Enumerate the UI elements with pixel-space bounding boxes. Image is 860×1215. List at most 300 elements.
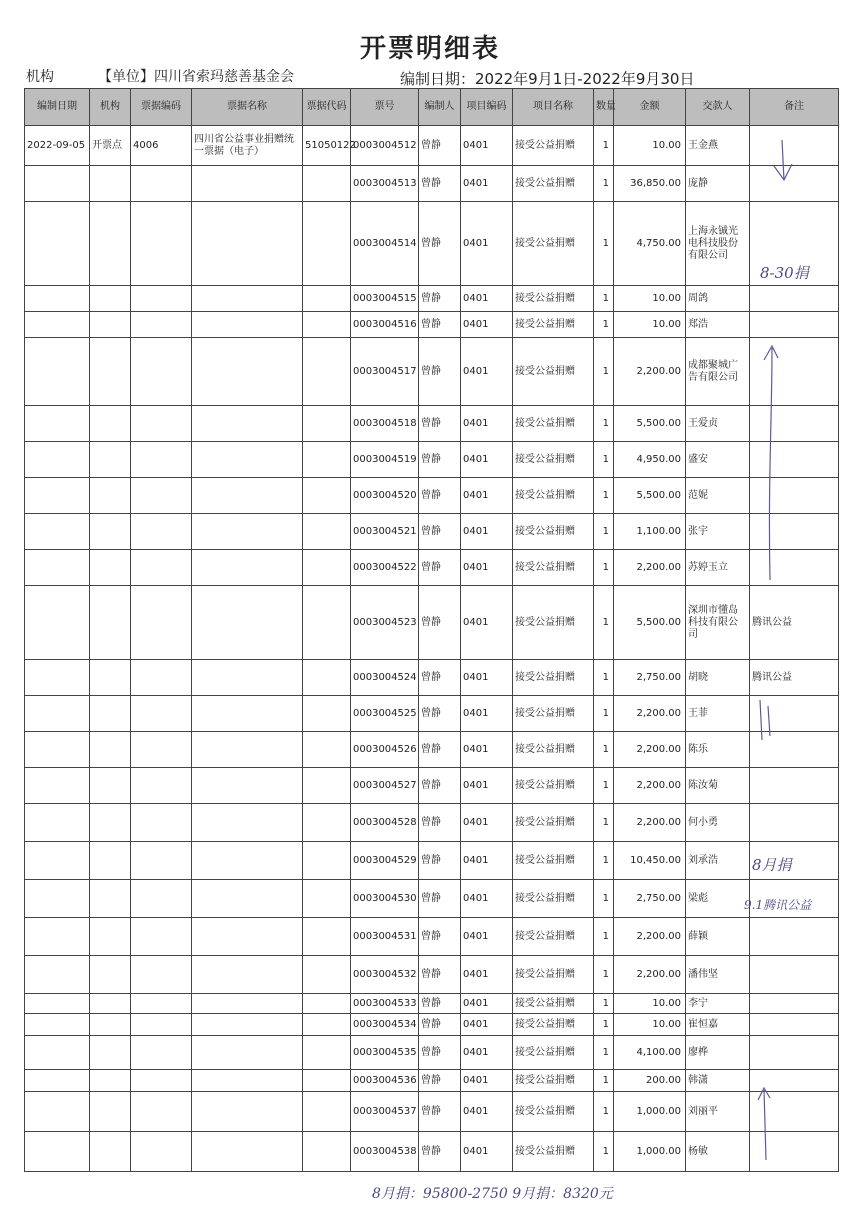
bill-number-cell: 0003004526 xyxy=(351,732,419,768)
bill-code-cell xyxy=(303,338,351,406)
note-cell xyxy=(750,1014,839,1036)
table-row xyxy=(25,312,839,338)
date-cell xyxy=(25,804,90,842)
date-cell xyxy=(25,956,90,994)
project-name-cell: 接受公益捐赠 xyxy=(513,696,594,732)
maker-cell: 曾静 xyxy=(419,696,461,732)
note-cell: 腾讯公益 xyxy=(750,586,839,660)
table-row xyxy=(25,804,839,842)
bill-number-cell: 0003004520 xyxy=(351,478,419,514)
table-row xyxy=(25,202,839,286)
project-name-cell: 接受公益捐赠 xyxy=(513,442,594,478)
note-cell xyxy=(750,956,839,994)
note-cell xyxy=(750,1070,839,1092)
quantity-cell: 1 xyxy=(594,1036,614,1070)
amount-cell: 4,750.00 xyxy=(614,202,686,286)
bill-name-cell xyxy=(192,1014,303,1036)
bill-name-cell xyxy=(192,696,303,732)
org-cell xyxy=(90,312,131,338)
quantity-cell: 1 xyxy=(594,732,614,768)
bill-type-code-cell xyxy=(131,842,192,880)
quantity-cell: 1 xyxy=(594,1132,614,1172)
table-row xyxy=(25,660,839,696)
bill-name-cell xyxy=(192,1036,303,1070)
date-cell xyxy=(25,312,90,338)
bill-type-code-cell xyxy=(131,768,192,804)
quantity-cell: 1 xyxy=(594,550,614,586)
bill-type-code-cell xyxy=(131,956,192,994)
date-range: 编制日期：2022年9月1日-2022年9月30日 xyxy=(400,70,695,88)
note-cell xyxy=(750,768,839,804)
note-cell xyxy=(750,696,839,732)
bill-name-cell xyxy=(192,768,303,804)
project-name-cell: 接受公益捐赠 xyxy=(513,286,594,312)
bill-code-cell xyxy=(303,514,351,550)
maker-cell: 曾静 xyxy=(419,442,461,478)
header-cell: 机构 xyxy=(90,89,131,126)
bill-name-cell xyxy=(192,442,303,478)
amount-cell: 2,200.00 xyxy=(614,768,686,804)
bill-number-cell: 0003004522 xyxy=(351,550,419,586)
bill-number-cell: 0003004517 xyxy=(351,338,419,406)
table-row xyxy=(25,478,839,514)
project-code-cell: 0401 xyxy=(461,442,513,478)
header-cell: 票据代码 xyxy=(303,89,351,126)
org-cell xyxy=(90,1070,131,1092)
bill-number-cell: 0003004514 xyxy=(351,202,419,286)
payer-cell: 成都聚城广告有限公司 xyxy=(686,338,750,406)
project-code-cell: 0401 xyxy=(461,956,513,994)
project-code-cell: 0401 xyxy=(461,1132,513,1172)
bill-type-code-cell xyxy=(131,1092,192,1132)
table-row xyxy=(25,338,839,406)
bill-number-cell: 0003004518 xyxy=(351,406,419,442)
bill-code-cell xyxy=(303,732,351,768)
maker-cell: 曾静 xyxy=(419,842,461,880)
amount-cell: 10.00 xyxy=(614,312,686,338)
project-code-cell: 0401 xyxy=(461,880,513,918)
table-row xyxy=(25,994,839,1014)
date-cell xyxy=(25,166,90,202)
bill-code-cell xyxy=(303,406,351,442)
unit-name: 【单位】四川省索玛慈善基金会 xyxy=(98,69,294,85)
invoice-table xyxy=(24,88,839,1172)
bill-code-cell xyxy=(303,1070,351,1092)
project-code-cell: 0401 xyxy=(461,768,513,804)
bill-name-cell xyxy=(192,1132,303,1172)
bill-type-code-cell xyxy=(131,478,192,514)
project-name-cell: 接受公益捐赠 xyxy=(513,166,594,202)
maker-cell: 曾静 xyxy=(419,514,461,550)
quantity-cell: 1 xyxy=(594,956,614,994)
org-cell xyxy=(90,550,131,586)
handwritten-note: 8月捐 xyxy=(752,856,792,874)
maker-cell: 曾静 xyxy=(419,1092,461,1132)
project-code-cell: 0401 xyxy=(461,804,513,842)
table-row xyxy=(25,1132,839,1172)
table-row xyxy=(25,696,839,732)
handwritten-note: 9.1腾讯公益 xyxy=(744,898,812,912)
table-row xyxy=(25,732,839,768)
bill-type-code-cell xyxy=(131,880,192,918)
project-name-cell: 接受公益捐赠 xyxy=(513,1132,594,1172)
note-cell xyxy=(750,1092,839,1132)
quantity-cell: 1 xyxy=(594,286,614,312)
amount-cell: 4,950.00 xyxy=(614,442,686,478)
org-cell xyxy=(90,956,131,994)
amount-cell: 10,450.00 xyxy=(614,842,686,880)
quantity-cell: 1 xyxy=(594,126,614,166)
quantity-cell: 1 xyxy=(594,804,614,842)
bill-number-cell: 0003004523 xyxy=(351,586,419,660)
maker-cell: 曾静 xyxy=(419,1014,461,1036)
project-name-cell: 接受公益捐赠 xyxy=(513,586,594,660)
org-cell xyxy=(90,732,131,768)
maker-cell: 曾静 xyxy=(419,550,461,586)
quantity-cell: 1 xyxy=(594,166,614,202)
project-name-cell: 接受公益捐赠 xyxy=(513,338,594,406)
project-code-cell: 0401 xyxy=(461,406,513,442)
quantity-cell: 1 xyxy=(594,202,614,286)
project-code-cell: 0401 xyxy=(461,1070,513,1092)
amount-cell: 1,000.00 xyxy=(614,1132,686,1172)
project-code-cell: 0401 xyxy=(461,660,513,696)
note-cell xyxy=(750,1132,839,1172)
payer-cell: 梁彪 xyxy=(686,880,750,918)
bill-code-cell xyxy=(303,842,351,880)
bill-type-code-cell xyxy=(131,514,192,550)
maker-cell: 曾静 xyxy=(419,478,461,514)
bill-code-cell xyxy=(303,768,351,804)
bill-type-code-cell xyxy=(131,1070,192,1092)
maker-cell: 曾静 xyxy=(419,804,461,842)
project-code-cell: 0401 xyxy=(461,1092,513,1132)
maker-cell: 曾静 xyxy=(419,994,461,1014)
bill-number-cell: 0003004524 xyxy=(351,660,419,696)
bill-number-cell: 0003004512 xyxy=(351,126,419,166)
org-cell xyxy=(90,202,131,286)
bill-type-code-cell xyxy=(131,166,192,202)
table-row xyxy=(25,956,839,994)
bill-code-cell xyxy=(303,286,351,312)
project-name-cell: 接受公益捐赠 xyxy=(513,804,594,842)
bill-code-cell xyxy=(303,1092,351,1132)
date-cell xyxy=(25,660,90,696)
amount-cell: 4,100.00 xyxy=(614,1036,686,1070)
header-cell: 金额 xyxy=(614,89,686,126)
amount-cell: 2,750.00 xyxy=(614,660,686,696)
quantity-cell: 1 xyxy=(594,442,614,478)
amount-cell: 5,500.00 xyxy=(614,478,686,514)
amount-cell: 200.00 xyxy=(614,1070,686,1092)
header-cell: 编制人 xyxy=(419,89,461,126)
quantity-cell: 1 xyxy=(594,1092,614,1132)
table-row xyxy=(25,768,839,804)
date-cell xyxy=(25,1070,90,1092)
bill-number-cell: 0003004530 xyxy=(351,880,419,918)
header-cell: 项目编码 xyxy=(461,89,513,126)
quantity-cell: 1 xyxy=(594,994,614,1014)
table-row xyxy=(25,586,839,660)
date-cell xyxy=(25,550,90,586)
date-cell xyxy=(25,842,90,880)
note-cell xyxy=(750,478,839,514)
payer-cell: 刘承浩 xyxy=(686,842,750,880)
amount-cell: 36,850.00 xyxy=(614,166,686,202)
payer-cell: 郑浩 xyxy=(686,312,750,338)
org-cell xyxy=(90,514,131,550)
note-cell xyxy=(750,166,839,202)
org-cell xyxy=(90,1036,131,1070)
date-cell xyxy=(25,1036,90,1070)
bill-code-cell xyxy=(303,550,351,586)
bill-name-cell xyxy=(192,732,303,768)
bill-name-cell xyxy=(192,842,303,880)
maker-cell: 曾静 xyxy=(419,166,461,202)
bill-code-cell xyxy=(303,918,351,956)
bill-number-cell: 0003004529 xyxy=(351,842,419,880)
org-cell xyxy=(90,478,131,514)
bill-type-code-cell xyxy=(131,804,192,842)
payer-cell: 崔恒嘉 xyxy=(686,1014,750,1036)
project-name-cell: 接受公益捐赠 xyxy=(513,1092,594,1132)
bill-number-cell: 0003004533 xyxy=(351,994,419,1014)
bill-code-cell: 51050122 xyxy=(303,126,351,166)
date-cell: 2022-09-05 xyxy=(25,126,90,166)
maker-cell: 曾静 xyxy=(419,202,461,286)
bill-name-cell xyxy=(192,286,303,312)
date-cell xyxy=(25,994,90,1014)
payer-cell: 王金燕 xyxy=(686,126,750,166)
payer-cell: 庞静 xyxy=(686,166,750,202)
bill-name-cell xyxy=(192,804,303,842)
maker-cell: 曾静 xyxy=(419,312,461,338)
project-name-cell: 接受公益捐赠 xyxy=(513,880,594,918)
bill-code-cell xyxy=(303,312,351,338)
project-code-cell: 0401 xyxy=(461,126,513,166)
bill-type-code-cell: 4006 xyxy=(131,126,192,166)
maker-cell: 曾静 xyxy=(419,1132,461,1172)
bill-name-cell xyxy=(192,478,303,514)
bill-type-code-cell xyxy=(131,994,192,1014)
date-cell xyxy=(25,1014,90,1036)
bill-type-code-cell xyxy=(131,1014,192,1036)
org-cell xyxy=(90,768,131,804)
org-cell xyxy=(90,842,131,880)
bill-number-cell: 0003004519 xyxy=(351,442,419,478)
maker-cell: 曾静 xyxy=(419,768,461,804)
project-name-cell: 接受公益捐赠 xyxy=(513,478,594,514)
payer-cell: 薛颖 xyxy=(686,918,750,956)
project-code-cell: 0401 xyxy=(461,696,513,732)
date-cell xyxy=(25,768,90,804)
bill-code-cell xyxy=(303,994,351,1014)
bill-name-cell xyxy=(192,312,303,338)
bill-type-code-cell xyxy=(131,660,192,696)
project-name-cell: 接受公益捐赠 xyxy=(513,406,594,442)
quantity-cell: 1 xyxy=(594,918,614,956)
amount-cell: 2,200.00 xyxy=(614,696,686,732)
org-cell xyxy=(90,338,131,406)
bill-number-cell: 0003004521 xyxy=(351,514,419,550)
bill-number-cell: 0003004534 xyxy=(351,1014,419,1036)
date-cell xyxy=(25,732,90,768)
maker-cell: 曾静 xyxy=(419,286,461,312)
bill-code-cell xyxy=(303,1014,351,1036)
org-cell xyxy=(90,166,131,202)
quantity-cell: 1 xyxy=(594,660,614,696)
bill-name-cell xyxy=(192,514,303,550)
bill-code-cell xyxy=(303,804,351,842)
payer-cell: 陈乐 xyxy=(686,732,750,768)
amount-cell: 2,200.00 xyxy=(614,918,686,956)
project-name-cell: 接受公益捐赠 xyxy=(513,1070,594,1092)
bill-name-cell xyxy=(192,202,303,286)
bill-type-code-cell xyxy=(131,338,192,406)
project-name-cell: 接受公益捐赠 xyxy=(513,732,594,768)
project-code-cell: 0401 xyxy=(461,312,513,338)
maker-cell: 曾静 xyxy=(419,660,461,696)
amount-cell: 10.00 xyxy=(614,126,686,166)
bill-name-cell xyxy=(192,956,303,994)
note-cell xyxy=(750,1036,839,1070)
bill-type-code-cell xyxy=(131,406,192,442)
note-cell xyxy=(750,550,839,586)
date-cell xyxy=(25,478,90,514)
note-cell xyxy=(750,514,839,550)
table-row xyxy=(25,1014,839,1036)
table-header-row xyxy=(25,89,839,126)
bill-type-code-cell xyxy=(131,586,192,660)
bill-code-cell xyxy=(303,478,351,514)
amount-cell: 2,750.00 xyxy=(614,880,686,918)
quantity-cell: 1 xyxy=(594,586,614,660)
page-title: 开票明细表 xyxy=(359,34,500,64)
bill-code-cell xyxy=(303,696,351,732)
maker-cell: 曾静 xyxy=(419,880,461,918)
payer-cell: 范妮 xyxy=(686,478,750,514)
org-label: 机构 xyxy=(26,69,54,85)
project-code-cell: 0401 xyxy=(461,550,513,586)
bill-code-cell xyxy=(303,660,351,696)
bill-type-code-cell xyxy=(131,550,192,586)
payer-cell: 盛安 xyxy=(686,442,750,478)
project-code-cell: 0401 xyxy=(461,338,513,406)
bill-type-code-cell xyxy=(131,312,192,338)
amount-cell: 5,500.00 xyxy=(614,406,686,442)
table-row xyxy=(25,1070,839,1092)
table-row xyxy=(25,442,839,478)
amount-cell: 2,200.00 xyxy=(614,732,686,768)
bill-code-cell xyxy=(303,586,351,660)
handwritten-note: 8-30捐 xyxy=(760,264,809,282)
quantity-cell: 1 xyxy=(594,312,614,338)
org-cell xyxy=(90,1092,131,1132)
amount-cell: 2,200.00 xyxy=(614,956,686,994)
bill-type-code-cell xyxy=(131,696,192,732)
quantity-cell: 1 xyxy=(594,478,614,514)
date-cell xyxy=(25,1132,90,1172)
maker-cell: 曾静 xyxy=(419,1070,461,1092)
table-row xyxy=(25,550,839,586)
bill-number-cell: 0003004537 xyxy=(351,1092,419,1132)
maker-cell: 曾静 xyxy=(419,918,461,956)
project-name-cell: 接受公益捐赠 xyxy=(513,514,594,550)
header-cell: 项目名称 xyxy=(513,89,594,126)
amount-cell: 2,200.00 xyxy=(614,804,686,842)
project-name-cell: 接受公益捐赠 xyxy=(513,918,594,956)
bill-code-cell xyxy=(303,166,351,202)
note-cell xyxy=(750,312,839,338)
bill-name-cell: 四川省公益事业捐赠统一票据（电子） xyxy=(192,126,303,166)
project-code-cell: 0401 xyxy=(461,842,513,880)
payer-cell: 苏婷玉立 xyxy=(686,550,750,586)
payer-cell: 杨敏 xyxy=(686,1132,750,1172)
bill-number-cell: 0003004536 xyxy=(351,1070,419,1092)
maker-cell: 曾静 xyxy=(419,586,461,660)
project-name-cell: 接受公益捐赠 xyxy=(513,202,594,286)
table-row xyxy=(25,918,839,956)
table-row xyxy=(25,842,839,880)
bill-name-cell xyxy=(192,166,303,202)
header-cell: 数量 xyxy=(594,89,614,126)
quantity-cell: 1 xyxy=(594,696,614,732)
bill-type-code-cell xyxy=(131,202,192,286)
bill-code-cell xyxy=(303,956,351,994)
payer-cell: 张宇 xyxy=(686,514,750,550)
date-cell xyxy=(25,338,90,406)
bill-number-cell: 0003004538 xyxy=(351,1132,419,1172)
project-code-cell: 0401 xyxy=(461,1036,513,1070)
date-cell xyxy=(25,1092,90,1132)
header-cell: 票据名称 xyxy=(192,89,303,126)
project-name-cell: 接受公益捐赠 xyxy=(513,550,594,586)
bill-number-cell: 0003004525 xyxy=(351,696,419,732)
payer-cell: 刘丽平 xyxy=(686,1092,750,1132)
payer-cell: 王爱贞 xyxy=(686,406,750,442)
quantity-cell: 1 xyxy=(594,1014,614,1036)
note-cell: 腾讯公益 xyxy=(750,660,839,696)
header-cell: 编制日期 xyxy=(25,89,90,126)
bill-type-code-cell xyxy=(131,1036,192,1070)
amount-cell: 2,200.00 xyxy=(614,550,686,586)
org-cell: 开票点 xyxy=(90,126,131,166)
org-cell xyxy=(90,1014,131,1036)
project-name-cell: 接受公益捐赠 xyxy=(513,1036,594,1070)
bill-name-cell xyxy=(192,1092,303,1132)
payer-cell: 何小勇 xyxy=(686,804,750,842)
project-code-cell: 0401 xyxy=(461,918,513,956)
project-code-cell: 0401 xyxy=(461,732,513,768)
project-code-cell: 0401 xyxy=(461,202,513,286)
quantity-cell: 1 xyxy=(594,880,614,918)
note-cell xyxy=(750,286,839,312)
date-cell xyxy=(25,696,90,732)
maker-cell: 曾静 xyxy=(419,406,461,442)
org-cell xyxy=(90,406,131,442)
date-cell xyxy=(25,514,90,550)
table-row xyxy=(25,1092,839,1132)
handwritten-footer: 8月捐：95800-2750 9月捐：8320元 xyxy=(372,1186,613,1202)
table-row xyxy=(25,126,839,166)
org-cell xyxy=(90,696,131,732)
amount-cell: 10.00 xyxy=(614,994,686,1014)
payer-cell: 上海永铖光电科技股份有限公司 xyxy=(686,202,750,286)
project-code-cell: 0401 xyxy=(461,1014,513,1036)
date-cell xyxy=(25,880,90,918)
date-cell xyxy=(25,286,90,312)
table-row xyxy=(25,1036,839,1070)
